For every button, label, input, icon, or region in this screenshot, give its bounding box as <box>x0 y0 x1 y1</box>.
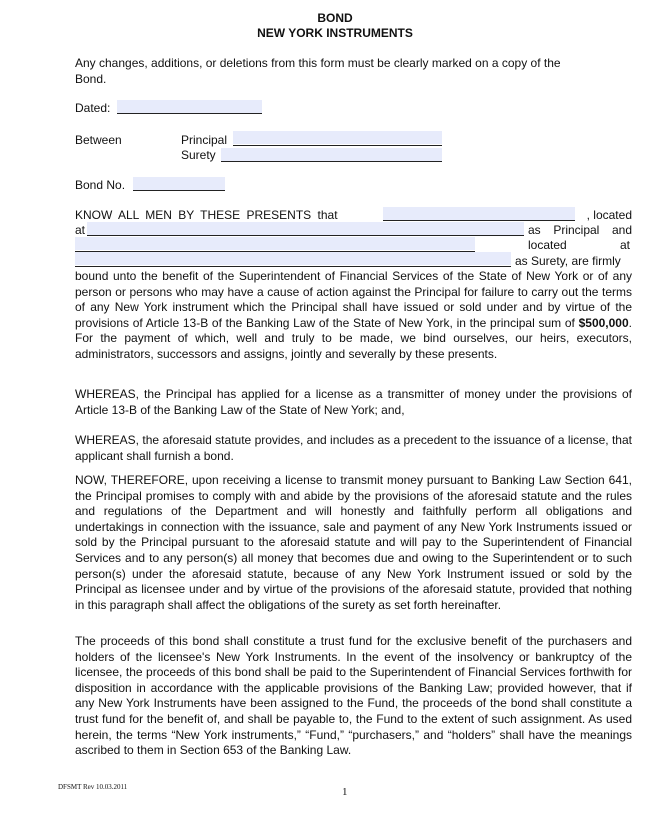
surety-label: Surety <box>181 148 216 162</box>
bound-paragraph <box>75 269 632 363</box>
now-therefore-paragraph: NOW, THEREFORE, upon receiving a license to transmit money pursuant to Banking Law Section 641, the Principal promises to comply with and abide by the provisions of the aforesaid statute and the rules and regulations of the Department and will honestly and faithfully perform all obligations and undertakings in connection with the issuance, sale and payment of any New York Instruments issued or sold by the Principal pursuant to the aforesaid statute and will pay to the Superintendent of Financial Services and to any person(s) all money that becomes due and owing to the Superintendent or to such person(s) under the aforesaid statute, because of any New York Instrument issued or sold by the Principal as licensee under and by virtue of the provisions of the aforesaid statute, provided that nothing in this paragraph shall affect the obligations of the surety as set forth hereinafter. <box>75 473 632 612</box>
as-surety-text: as Surety, are firmly <box>515 254 621 268</box>
whereas-paragraph-2: WHEREAS, the aforesaid statute provides, and includes as a precedent to the issuance of a license, that applicant shall furnish a bond. <box>75 433 632 463</box>
page-number: 1 <box>342 786 348 798</box>
bond-amount: $500,000 <box>578 315 629 330</box>
know-all-men-text: KNOW ALL MEN BY THESE PRESENTS that <box>75 208 338 222</box>
surety-underline <box>221 149 442 162</box>
dated-label: Dated: <box>75 101 111 115</box>
document-title: BOND <box>317 11 353 25</box>
located-text-2: located <box>528 238 567 252</box>
bond-no-label: Bond No. <box>75 178 126 192</box>
whereas-paragraph-1: WHEREAS, the Principal has applied for a license as a transmitter of money under the provisions of Article 13-B of the Banking Law of the State of New York; and, <box>75 387 632 417</box>
footer-revision: DFSMT Rev 10.03.2011 <box>58 783 128 791</box>
principal-name-underline <box>383 208 575 221</box>
located-text: , located <box>586 208 632 222</box>
as-principal-text: as Principal and <box>528 223 632 237</box>
surety-name-underline <box>75 239 475 252</box>
bound-text-part-1: bound unto the benefit of the Superintendent of Financial Services of the State of New York or of any person or persons who may have a cause of action against the Principal for failure to carry out the terms of any New York instrument which the Principal shall have issued or sold under and by virtue of the provisions of Article 13-B of the Banking Law of the State of New York, in the principal sum of <box>75 269 632 330</box>
principal-underline <box>233 133 442 146</box>
surety-address-underline <box>75 254 511 267</box>
dated-underline <box>117 101 262 114</box>
bound-text-part-2: . For the payment of which, well and truly to be made, we bind ourselves, our heirs, executors, administrators, successors and assigns, jointly and severally by these presents. <box>75 315 632 361</box>
proceeds-paragraph: The proceeds of this bond shall constitute a trust fund for the exclusive benefit of the purchasers and holders of the licensee's New York Instruments. In the event of the insolvency or bankruptcy of the licensee, the proceeds of this bond shall be paid to the Superintendent of Financial Services forthwith for disposition in accordance with the applicable provisions of the Banking Law; provided however, that if any New York Instruments have been assigned to the Fund, the proceeds of the bond shall constitute a trust fund for the benefit of, and shall be payable to, the Fund to the extent of such assignment. As used herein, the terms “New York instruments,” “Fund,” “purchasers,” and “holders” shall have the meanings ascribed to them in Section 653 of the Banking Law. <box>75 634 632 758</box>
principal-label: Principal <box>181 133 228 147</box>
principal-address-underline <box>87 223 524 236</box>
document-subtitle: NEW YORK INSTRUMENTS <box>257 26 413 40</box>
at-text: at <box>75 223 86 237</box>
bond-no-underline <box>133 178 225 191</box>
notice-text: Any changes, additions, or deletions from this form must be clearly marked on a copy of the Bond. <box>75 56 561 86</box>
between-label: Between <box>75 133 122 147</box>
at-text-2: at <box>620 238 631 252</box>
